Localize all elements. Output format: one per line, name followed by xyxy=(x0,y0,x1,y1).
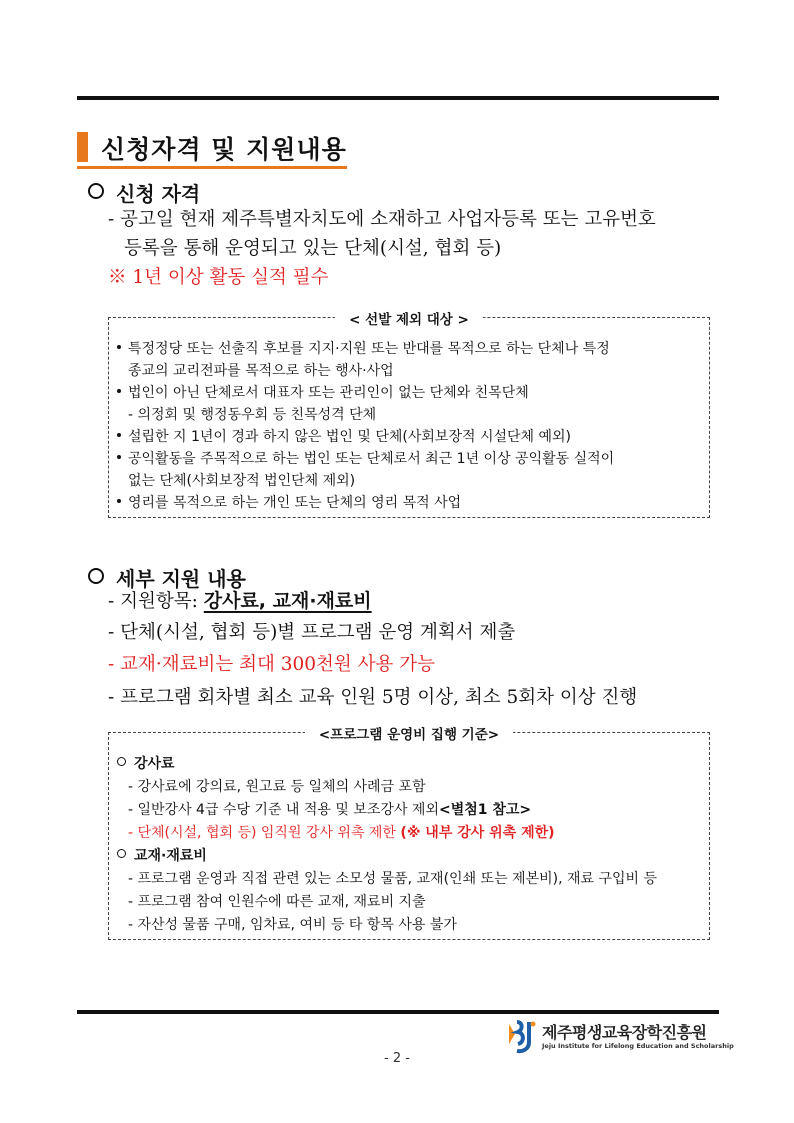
bullet-dot-icon xyxy=(117,345,121,349)
eligibility-line-2: 등록을 통해 운영되고 있는 단체(시설, 협회 등) xyxy=(124,238,502,259)
support-line-2: - 단체(시설, 협회 등)별 프로그램 운영 계획서 제출 xyxy=(108,622,516,643)
exclusion-item-continued: 없는 단체(사회보장적 법인단체 제외) xyxy=(128,473,356,489)
bullet-dot-icon xyxy=(117,499,121,503)
support-items-emphasis: 강사료, 교재·재료비 xyxy=(203,590,372,612)
circle-bullet-icon xyxy=(88,568,104,584)
organization-emblem-icon xyxy=(505,1018,539,1054)
section-title xyxy=(77,130,347,170)
circle-bullet-icon xyxy=(88,183,104,199)
organization-name: 제주평생교육장학진흥원 xyxy=(542,1023,707,1042)
top-rule xyxy=(77,96,719,100)
eligibility-note: ※ 1년 이상 활동 실적 필수 xyxy=(108,267,329,288)
bullet-dot-icon xyxy=(117,389,121,393)
lecture-item-restriction: - 단체(시설, 협회 등) 임직원 강사 위촉 제한 (※ 내부 강사 위촉 제한) xyxy=(128,825,555,841)
section-title-text: 신청자격 및 지원내용 xyxy=(101,135,347,164)
section-accent-bar xyxy=(77,132,88,162)
organization-english-name: Jeju Institute for Lifelong Education and Scholarship xyxy=(542,1042,734,1050)
lecture-heading: 강사료 xyxy=(117,757,175,771)
exclusion-sub-item: - 의정회 및 행정동우회 등 친목성격 단체 xyxy=(128,407,377,423)
exclusion-box xyxy=(108,312,710,518)
support-line-3: - 교재·재료비는 최대 300천원 사용 가능 xyxy=(108,654,436,675)
lecture-item: - 일반강사 4급 수당 기준 내 적용 및 보조강사 제외<별첨1 참고> xyxy=(128,802,532,818)
material-item: - 프로그램 운영과 직접 관련 있는 소모성 물품, 교재(인쇄 또는 제본비), 재료 구입비 등 xyxy=(128,871,658,887)
bullet-dot-icon xyxy=(117,455,121,459)
material-item: - 프로그램 참여 인원수에 따른 교재, 재료비 지출 xyxy=(128,894,426,910)
budget-box-title: <프로그램 운영비 집행 기준> xyxy=(109,723,709,743)
exclusion-item: 공익활동을 주목적으로 하는 법인 또는 단체로서 최근 1년 이상 공익활동 실적이 xyxy=(117,452,614,466)
exclusion-item-continued: 종교의 교리전파를 목적으로 하는 행사·사업 xyxy=(128,363,394,379)
budget-box xyxy=(108,727,710,940)
material-heading: 교재·재료비 xyxy=(117,849,207,863)
lecture-item: - 강사료에 강의료, 원고료 등 일체의 사례금 포함 xyxy=(128,779,426,795)
bottom-rule xyxy=(77,1010,719,1014)
exclusion-item: 설립한 지 1년이 경과 하지 않은 법인 및 단체(사회보장적 시설단체 예외) xyxy=(117,430,571,444)
support-line-4: - 프로그램 회차별 최소 교육 인원 5명 이상, 최소 5회차 이상 진행 xyxy=(108,687,638,708)
exclusion-box-title: < 선발 제외 대상 > xyxy=(109,308,709,328)
exclusion-item: 법인이 아닌 단체로서 대표자 또는 관리인이 없는 단체와 친목단체 xyxy=(117,386,529,400)
section-underline xyxy=(77,166,347,169)
circle-bullet-icon xyxy=(117,757,126,766)
support-heading: 세부 지원 내용 xyxy=(88,563,246,592)
page-number: - 2 - xyxy=(384,1051,410,1066)
attachment-reference: <별첨1 참고> xyxy=(438,802,532,818)
eligibility-line-1: - 공고일 현재 제주특별자치도에 소재하고 사업자등록 또는 고유번호 xyxy=(108,209,656,230)
exclusion-item: 특정정당 또는 선출직 후보를 지지·지원 또는 반대를 목적으로 하는 단체나 특정 xyxy=(117,342,610,356)
eligibility-heading: 신청 자격 xyxy=(88,178,200,207)
bullet-dot-icon xyxy=(117,433,121,437)
exclusion-item: 영리를 목적으로 하는 개인 또는 단체의 영리 목적 사업 xyxy=(117,496,461,510)
support-line-1: - 지원항목: 강사료, 교재·재료비 xyxy=(108,590,372,612)
circle-bullet-icon xyxy=(117,849,126,858)
material-item: - 자산성 물품 구매, 임차료, 여비 등 타 항목 사용 불가 xyxy=(128,917,457,933)
